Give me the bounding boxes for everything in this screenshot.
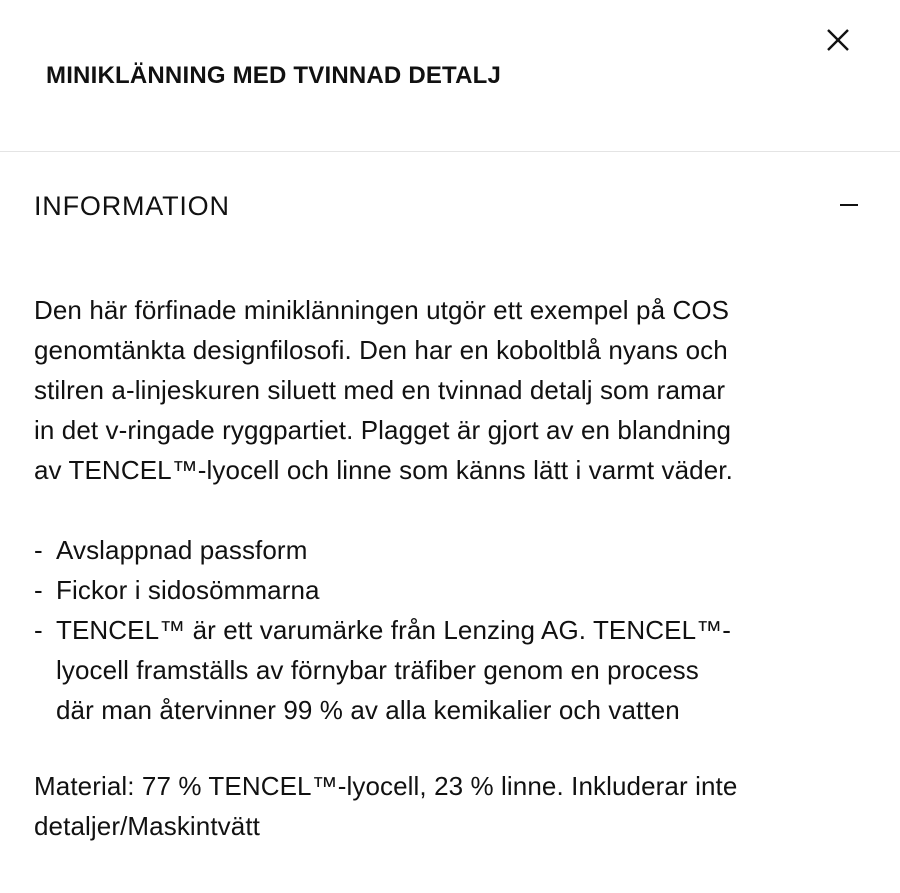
- material-line: detaljer/Maskintvätt: [34, 811, 260, 841]
- product-description: [34, 290, 874, 490]
- information-accordion-header[interactable]: [0, 176, 900, 236]
- description-line: in det v-ringade ryggpartiet. Plagget är gjort av en blandning: [34, 415, 732, 445]
- feature-text: Avslappnad passform: [56, 535, 308, 565]
- material-info: [34, 766, 874, 846]
- close-button[interactable]: [818, 20, 858, 60]
- feature-text: TENCEL™ är ett varumärke från Lenzing AG. TENCEL™-: [56, 615, 731, 645]
- product-title: MINIKLÄNNING MED TVINNAD DETALJ: [46, 62, 502, 89]
- list-marker: -: [34, 615, 43, 645]
- minus-icon[interactable]: [840, 204, 858, 206]
- description-line: stilren a-linjeskuren siluett med en tvinnad detalj som ramar: [34, 375, 726, 405]
- list-marker: -: [34, 535, 43, 565]
- feature-item: [34, 570, 874, 610]
- feature-text: lyocell framställs av förnybar träfiber genom en process: [56, 655, 699, 685]
- feature-item: [34, 610, 874, 730]
- feature-text: där man återvinner 99 % av alla kemikalier och vatten: [56, 695, 680, 725]
- list-marker: -: [34, 575, 43, 605]
- description-line: av TENCEL™-lyocell och linne som känns lätt i varmt väder.: [34, 455, 733, 485]
- feature-text: Fickor i sidosömmarna: [56, 575, 320, 605]
- information-content: [34, 290, 874, 846]
- feature-item: [34, 530, 874, 570]
- close-icon: [825, 27, 851, 53]
- section-title: INFORMATION: [34, 191, 230, 221]
- description-line: Den här förfinade miniklänningen utgör ett exempel på COS: [34, 295, 730, 325]
- description-line: genomtänkta designfilosofi. Den har en koboltblå nyans och: [34, 335, 728, 365]
- material-line: Material: 77 % TENCEL™-lyocell, 23 % linne. Inkluderar inte: [34, 771, 738, 801]
- modal-header: [0, 0, 900, 152]
- feature-list: [34, 530, 874, 730]
